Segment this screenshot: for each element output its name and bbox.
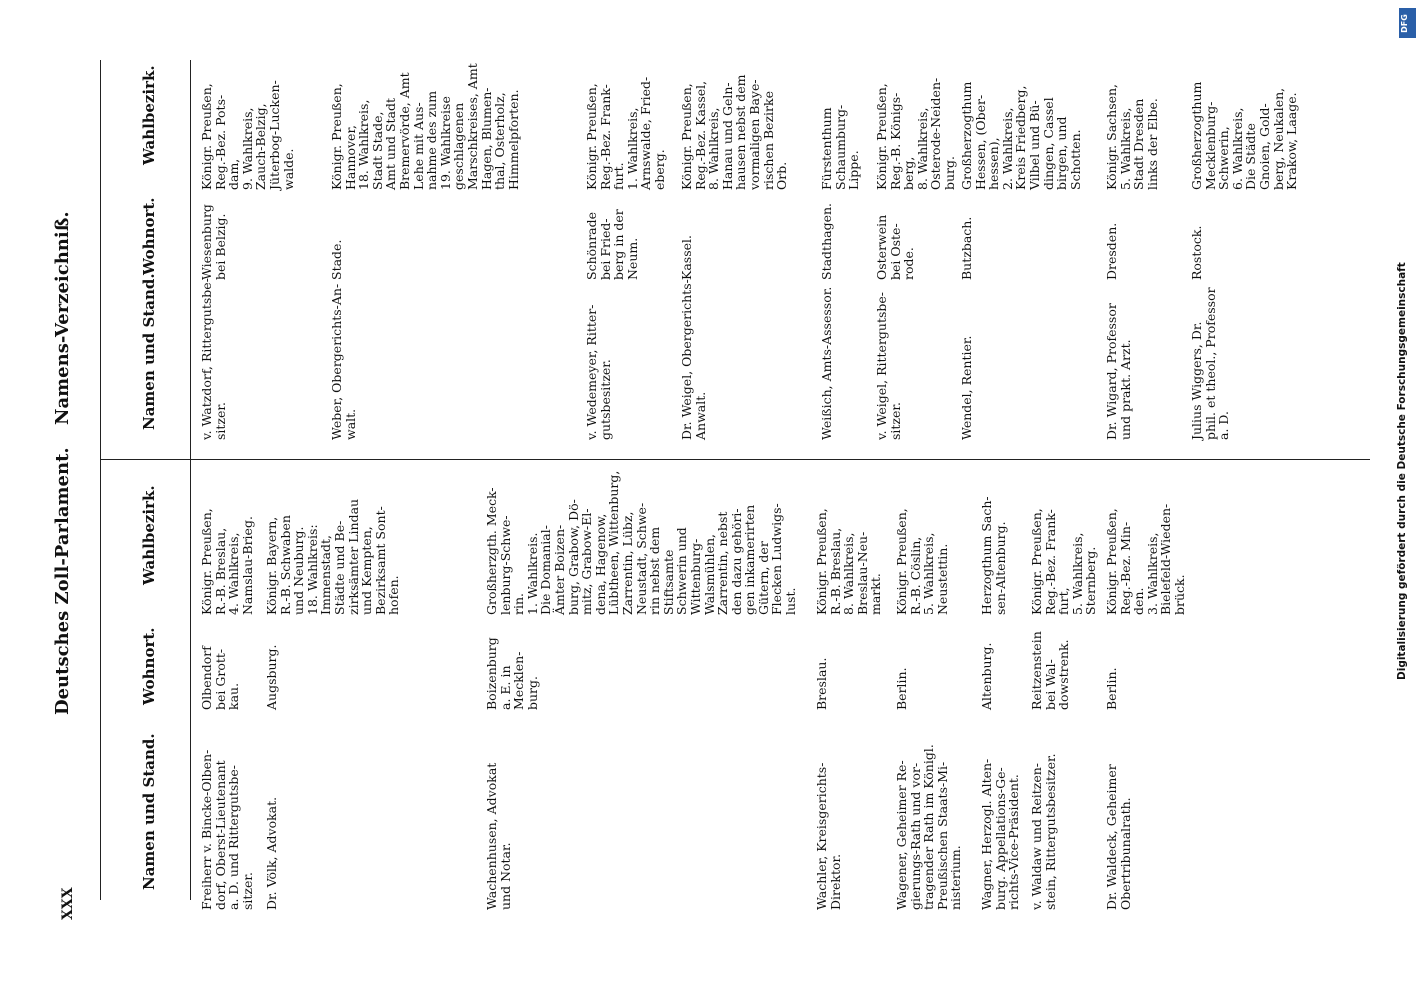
left-entry-name: Dr. Völk, Advokat.	[264, 796, 279, 910]
left-entry-district: Königr. Preußen, R.-B. Cöslin, 5. Wahlkreis, Neustettin.	[894, 508, 950, 615]
page-number: XXX	[60, 887, 76, 920]
left-entry-residence: Berlin.	[894, 667, 909, 710]
left-col-name-header: Namen und Stand.	[140, 733, 158, 890]
dfg-notice-strip	[1392, 0, 1417, 1000]
right-entry-district: Königr. Sachsen, 5. Wahlkreis, Stadt Dresden links der Elbe.	[1104, 83, 1160, 190]
left-col-district-header: Wahlbezirk.	[140, 485, 158, 585]
right-entry-name: Dr. Weigel, Obergerichts- Anwalt.	[679, 279, 708, 440]
left-page-title: Deutsches Zoll-Parlament.	[52, 447, 73, 715]
dfg-notice: Digitalisierung gefördert durch die Deutsche Forschungsgemeinschaft	[1396, 262, 1408, 680]
right-entry-district: Großherzogthum Mecklenburg- Schwerin, 6. Wahlkreis, Die Städte Gnoien, Gold- berg, Neukalen, Krakow, Laage.	[1189, 81, 1300, 190]
right-entry-district: Fürstenthum Schaumburg- Lippe.	[819, 104, 862, 190]
left-entry-residence: Reitzenstein bei Wal- dowstrenk.	[1029, 631, 1072, 710]
left-entry-name: v. Waldaw und Reitzen- stein, Rittergutsbesitzer.	[1029, 753, 1058, 910]
dfg-logo-icon	[1399, 8, 1416, 38]
left-entry-residence: Altenburg.	[979, 642, 994, 710]
right-entry-name: v. Wedemeyer, Ritter- gutsbesitzer.	[584, 304, 613, 440]
left-entry-district: Königr. Preußen, R.-B. Breslau, 4. Wahlkreis, Namslau-Brieg.	[199, 508, 255, 615]
right-entry-district: Königr. Preußen, Reg.-Bez. Frank- furt. 1. Wahlkreis, Arnswalde, Fried- eberg.	[584, 76, 667, 190]
right-entry-district: Königr. Preußen, Hannover, 18. Wahlkreis, Stadt Stade, Amt und Stadt Bremervörde, Amt Lehe mit Aus- nahme des zum 19. Wahlkreise geschlagenen Marschkreises, Amt Hagen, Blumen- thal, Osterholz, Himmelpforten.	[329, 63, 521, 190]
right-entry-district: Großherzogthum Hessen, (Ober- hessen), 2. Wahlkreis, Kreis Friedberg, Vilbel und Bü- dingen, Cassel birgen, und Schotten.	[959, 81, 1083, 190]
header-rule	[100, 60, 101, 900]
right-entry-residence: Butzbach.	[959, 216, 974, 280]
right-entry-residence: Stade.	[329, 239, 344, 280]
dfg-logo-text: DFG	[1399, 14, 1409, 33]
right-page-title: Namens-Verzeichniß.	[52, 211, 73, 425]
right-col-residence-header: Wohnort.	[140, 197, 158, 275]
right-entry-residence: Osterwein bei Oste- rode.	[874, 214, 917, 280]
left-entry-district: Herzogthum Sach- sen-Altenburg.	[979, 496, 1008, 615]
column-head-rule	[190, 60, 191, 900]
right-entry-name: Julius Wiggers, Dr. phil. et theol., Professor a. D.	[1189, 287, 1232, 440]
right-entry-residence: Rostock.	[1189, 225, 1204, 280]
left-entry-district: Königr. Preußen, Reg.-Bez. Min- den. 3. Wahlkreis, Bielefeld-Wieden- brück.	[1104, 503, 1187, 615]
left-entry-name: Wagner, Herzogl. Alten- burg. Appellations-Ge- richts-Vice-Präsident.	[979, 758, 1022, 910]
left-entry-residence: Augsburg.	[264, 644, 279, 710]
right-entry-name: Wendel, Rentier.	[959, 335, 974, 440]
left-entry-name: Freiherr v. Bincke-Olben- dorf, Oberst-Lieutenant a. D. und Rittergutsbe- sitzer.	[199, 749, 255, 910]
right-entry-district: Königr. Preußen, Reg.-Bez. Pots- dam, 9. Wahlkreis, Zauch-Belzig, Jüterbog-Lucken- walde.	[199, 80, 296, 190]
right-entry-name: Weber, Obergerichts-An- walt.	[329, 283, 358, 440]
left-entry-residence: Breslau.	[814, 657, 829, 710]
left-entry-name: Wachenhusen, Advokat und Notar.	[484, 762, 513, 910]
left-entry-name: Dr. Waldeck, Geheimer Obertribunalrath.	[1104, 764, 1133, 910]
right-entry-residence: Schönrade bei Fried- berg in der Neum.	[584, 209, 640, 280]
right-entry-name: Weißich, Amts-Assessor.	[819, 286, 834, 440]
right-entry-district: Königr. Preußen, Reg.-Bez. Kassel, 8. Wahlkreis, Hanau und Geln- hausen nebst dem vormaligen Baye- rischen Bezirke Orb.	[679, 74, 790, 190]
right-entry-residence: Stadthagen.	[819, 203, 834, 280]
right-entry-residence: Kassel.	[679, 235, 694, 280]
left-entry-district: Königr. Preußen, R.-B. Breslau, 8. Wahlkreis, Breslau-Neu- markt.	[814, 508, 884, 615]
left-entry-residence: Olbendorf bei Grott- kau.	[199, 646, 242, 710]
right-entry-residence: Wiesenburg bei Belzig.	[199, 204, 228, 280]
left-entry-district: Königr. Preußen, Reg.-Bez. Frank- furt, 5. Wahlkreis, Sternberg.	[1029, 508, 1099, 615]
right-entry-name: v. Watzdorf, Rittergutsbe- sitzer.	[199, 278, 228, 440]
left-entry-name: Wagener, Geheimer Re- gierungs-Rath und vor- tragender Rath im Königl. Preußischen Staats-Mi- nisterium.	[894, 744, 964, 910]
center-divider	[100, 459, 1370, 460]
left-entry-residence: Boizenburg a. E. in Mecklen- burg.	[484, 637, 540, 710]
left-entry-residence: Berlin.	[1104, 667, 1119, 710]
right-col-district-header: Wahlbezirk.	[140, 65, 158, 165]
left-col-residence-header: Wohnort.	[140, 627, 158, 705]
right-entry-residence: Dresden.	[1104, 222, 1119, 280]
right-col-name-header: Namen und Stand.	[140, 273, 158, 430]
left-entry-district: Großherzgth. Meck- lenburg-Schwe- rin. 1. Wahlkreis. Die Domanial- Ämter Boizen- burg, Grabow, Dö- mitz, Grabow-El- dena, Hagenow, Lübtheen, Wittenburg, Zarrentin, Lübz, Neustadt, Schwe- rin nebst dem Stiftsamte Schwerin und Wittenburg- Walsmühlen, Zarrentin, nebst den dazu gehöri- gen inkamerirten Gütern, der Flecken Ludwigs- lust.	[484, 470, 799, 615]
right-entry-name: v. Weigel, Rittergutsbe- sitzer.	[874, 291, 903, 440]
right-entry-name: Dr. Wigard, Professor und prakt. Arzt.	[1104, 303, 1133, 440]
right-entry-district: Königr. Preußen, Reg.-B. Königs- berg, 8. Wahlkreis, Osterode-Neiden- burg.	[874, 77, 957, 190]
left-entry-name: Wachler, Kreisgerichts- Direktor.	[814, 762, 843, 910]
left-entry-district: Königr. Bayern, R.-B. Schwaben und Neuburg. 18. Wahlkreis: Immenstadt, Städte und Be- zirksämter Lindau und Kempten, Bezirksamt Sont- hofen.	[264, 498, 402, 615]
